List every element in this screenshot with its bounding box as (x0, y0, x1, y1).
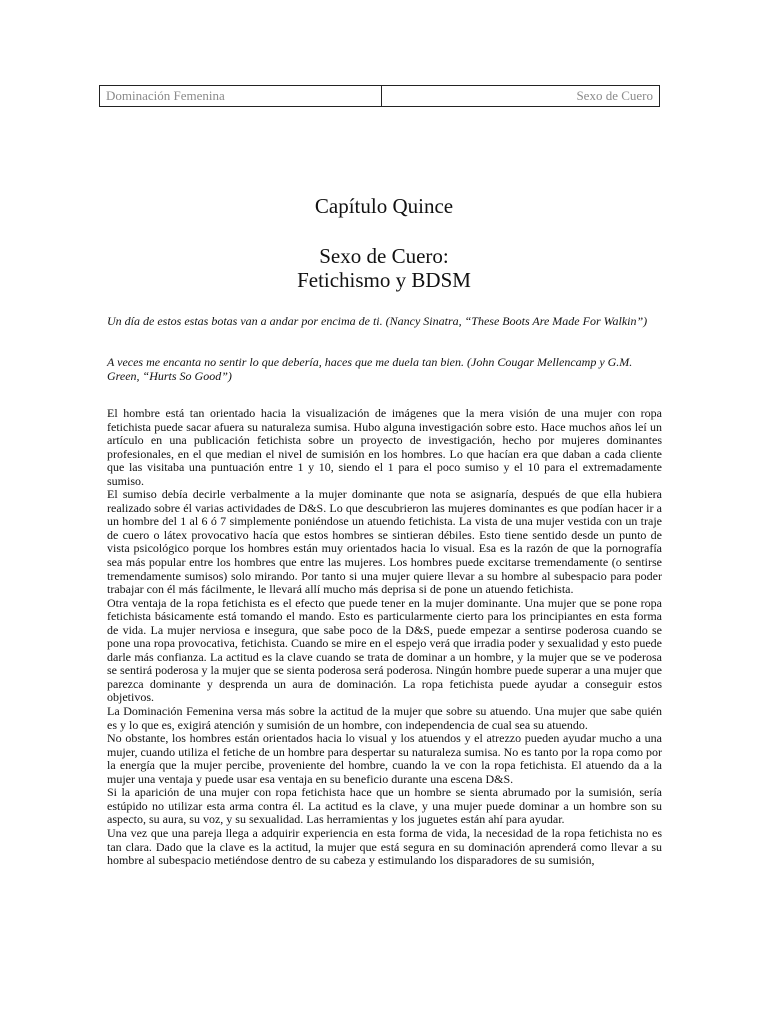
header-book-title: Dominación Femenina (100, 86, 382, 106)
paragraph: Una vez que una pareja llega a adquirir experiencia en esta forma de vida, la necesidad de la ropa fetichista no es tan clara. Dado que la clave es la actitud, la mujer que está segura en su dominación aprenderá como llevar a su hombre al subespacio metiéndose dentro de su cabeza y estimulando los disparadores de su sumisión, (107, 825, 662, 868)
running-header (99, 85, 660, 107)
subtitle-line-1: Sexo de Cuero: (319, 244, 449, 268)
header-chapter-title: Sexo de Cuero (576, 88, 653, 103)
chapter-title: Capítulo Quince (314, 194, 454, 218)
epigraph-2: A veces me encanta no sentir lo que debería, haces que me duela tan bien. (John Cougar Mellencamp y G.M. Green, “Hurts So Good”) (107, 355, 633, 383)
body-text (107, 407, 662, 868)
paragraph: La Dominación Femenina versa más sobre la actitud de la mujer que sobre su atuendo. Una mujer que sabe quién es y lo que es, exigirá atención y sumisión de un hombre, con independencia de cual sea su atuendo. (107, 704, 662, 732)
paragraph: Otra ventaja de la ropa fetichista es el efecto que puede tener en la mujer dominante. Una mujer que se pone ropa fetichista básicamente está tomando el mando. Esto es particularmente cierto para los principiantes en esta forma de vida. La mujer nerviosa e insegura, que sabe poco de la D&S, puede empezar a sentirse poderosa cuando se pone una ropa provocativa, fetichista. Cuando se mire en el espejo verá que irradia poder y sexualidad y esto puede darle más confianza. La actitud es la clave cuando se trata de dominar a un hombre, y la mujer que se ve poderosa se sentirá poderosa y la mujer que se sienta poderosa será poderosa. Ningún hombre puede superar a una mujer que parezca dominante y desprenda un aura de dominación. La ropa fetichista puede ayudar a conseguir estos objetivos. (107, 595, 662, 705)
paragraph: No obstante, los hombres están orientados hacia lo visual y los atuendos y el atrezzo pueden ayudar mucho a una mujer, cuando utiliza el fetiche de un hombre para despertar su naturaleza sumisa. No es tanto por la ropa como por la energía que la mujer percibe, proveniente del hombre, cuando la ve con la ropa fetichista. El atuendo da a la mujer una ventaja y puede usar esa ventaja en su beneficio durante una escena D&S. (107, 731, 662, 786)
paragraph: El hombre está tan orientado hacia la visualización de imágenes que la mera visión de una mujer con ropa fetichista puede sacar afuera su naturaleza sumisa. Hubo alguna investigación sobre esto. Hace muchos años leí un artículo en una publicación fetichista sobre un proyecto de investigación, hecho por mujeres dominantes profesionales, en el que median el nivel de sumisión en los hombres. Lo que hacían era que daban a cada cliente que las visitaba una puntuación entre 1 y 10, siendo el 1 para el poco sumiso y el 10 para el extremadamente sumiso. (107, 406, 662, 488)
paragraph: Si la aparición de una mujer con ropa fetichista hace que un hombre se sienta abrumado por la sumisión, sería estúpido no utilizar esta arma contra él. La actitud es la clave, y una mujer puede dominar a un hombre son su aspecto, su aura, su voz, y su sexualidad. Las herramientas y los juguetes están ahí para ayudar. (107, 785, 662, 827)
paragraph: El sumiso debía decirle verbalmente a la mujer dominante que nota se asignaría, después de que ella hubiera realizado sobre él varias actividades de D&S. Lo que descubrieron las mujeres dominantes es que podían hacer ir a un hombre del 1 al 6 ó 7 simplemente poniéndose un atuendo fetichista. La vista de una mujer vestida con un traje de cuero o látex provocativo hacía que estos hombres se sintieran débiles. Esto tiene sentido desde un punto de vista psicológico porque los hombres están muy orientados hacia lo visual. Esa es la razón de que la pornografía sea más popular entre los hombres que entre las mujeres. Los hombres puede excitarse tremendamente (o sentirse tremendamente sumisos) solo mirando. Por tanto si una mujer quiere llevar a su hombre al subespacio para poder trabajar con él más fácilmente, le llevará allí mucho más deprisa si de pone un atuendo fetichista. (107, 487, 662, 597)
subtitle-line-2: Fetichismo y BDSM (297, 268, 471, 292)
chapter-subtitle (0, 244, 768, 292)
epigraph-1: Un día de estos estas botas van a andar por encima de ti. (Nancy Sinatra, “These Boots Are Made For Walkin”) (107, 314, 648, 328)
